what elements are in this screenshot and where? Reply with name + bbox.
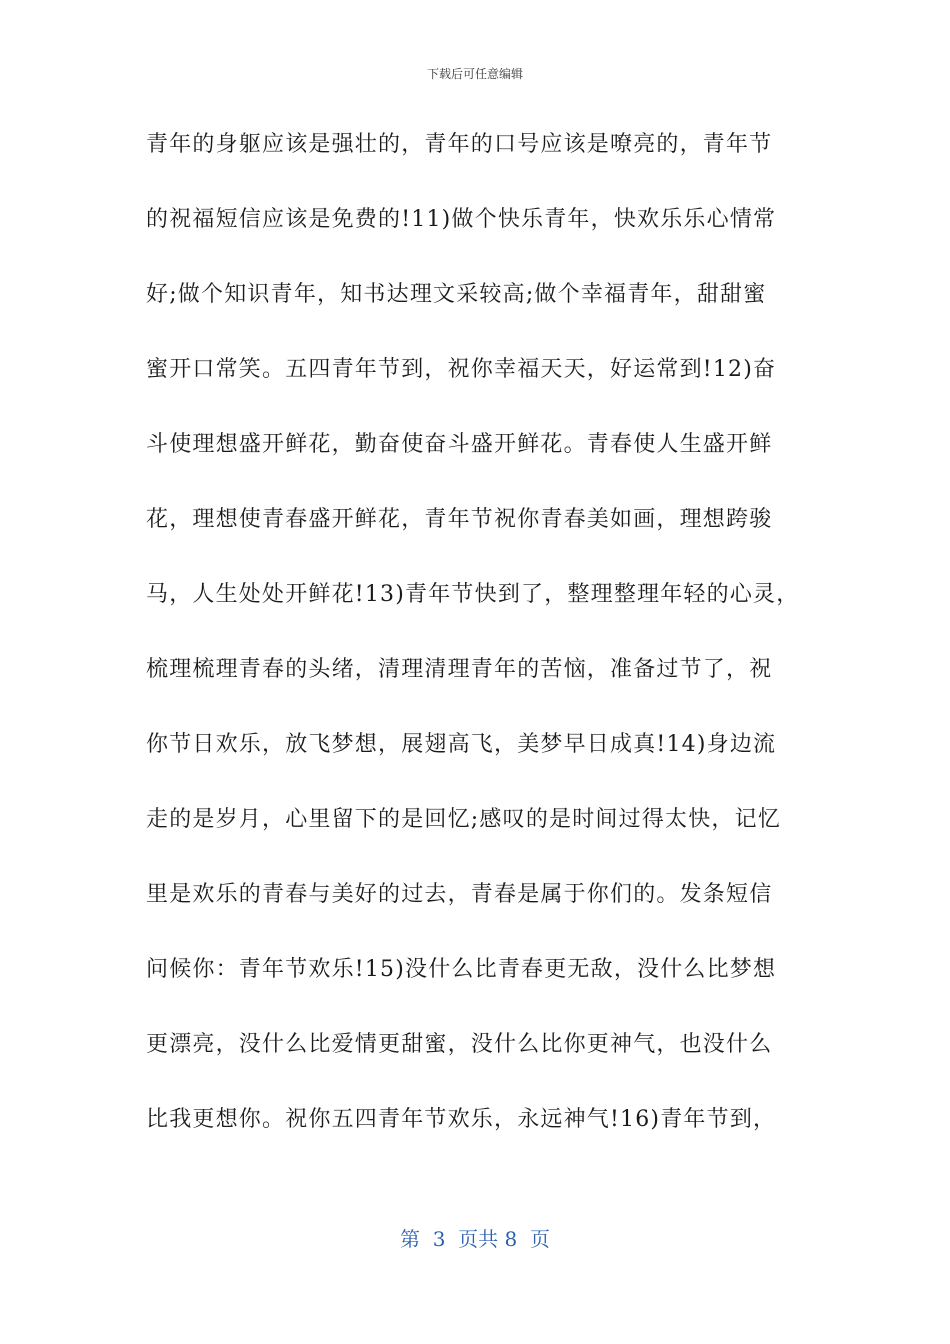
- body-line: 青年的身躯应该是强壮的，青年的口号应该是嘹亮的，青年节: [146, 132, 773, 157]
- body-line: 比我更想你。祝你五四青年节欢乐，永远神气!16)青年节到，: [146, 1107, 777, 1132]
- body-line: 斗使理想盛开鲜花，勤奋使奋斗盛开鲜花。青春使人生盛开鲜: [146, 432, 773, 457]
- body-line: 更漂亮，没什么比爱情更甜蜜，没什么比你更神气，也没什么: [146, 1032, 773, 1057]
- page-number: 第 3 页共 8 页: [400, 1227, 550, 1251]
- body-line: 马，人生处处开鲜花!13)青年节快到了，整理整理年轻的心灵，: [146, 582, 800, 607]
- body-line: 蜜开口常笑。五四青年节到，祝你幸福天天，好运常到!12)奋: [146, 357, 777, 382]
- body-line: 好;做个知识青年，知书达理文采较高;做个幸福青年，甜甜蜜: [146, 282, 767, 307]
- body-line: 花，理想使青春盛开鲜花，青年节祝你青春美如画，理想跨骏: [146, 507, 773, 532]
- page-header: 下载后可任意编辑: [426, 67, 523, 81]
- body-line: 梳理梳理青春的头绪，清理清理青年的苦恼，准备过节了，祝: [146, 657, 773, 682]
- body-text: [146, 120, 836, 1170]
- body-line: 的祝福短信应该是免费的!11)做个快乐青年，快欢乐乐心情常: [146, 207, 777, 232]
- body-line: 问候你：青年节欢乐!15)没什么比青春更无敌，没什么比梦想: [146, 957, 777, 982]
- body-line: 走的是岁月，心里留下的是回忆;感叹的是时间过得太快，记忆: [146, 807, 782, 832]
- body-line: 里是欢乐的青春与美好的过去，青春是属于你们的。发条短信: [146, 882, 773, 907]
- body-line: 你节日欢乐，放飞梦想，展翅高飞，美梦早日成真!14)身边流: [146, 732, 777, 757]
